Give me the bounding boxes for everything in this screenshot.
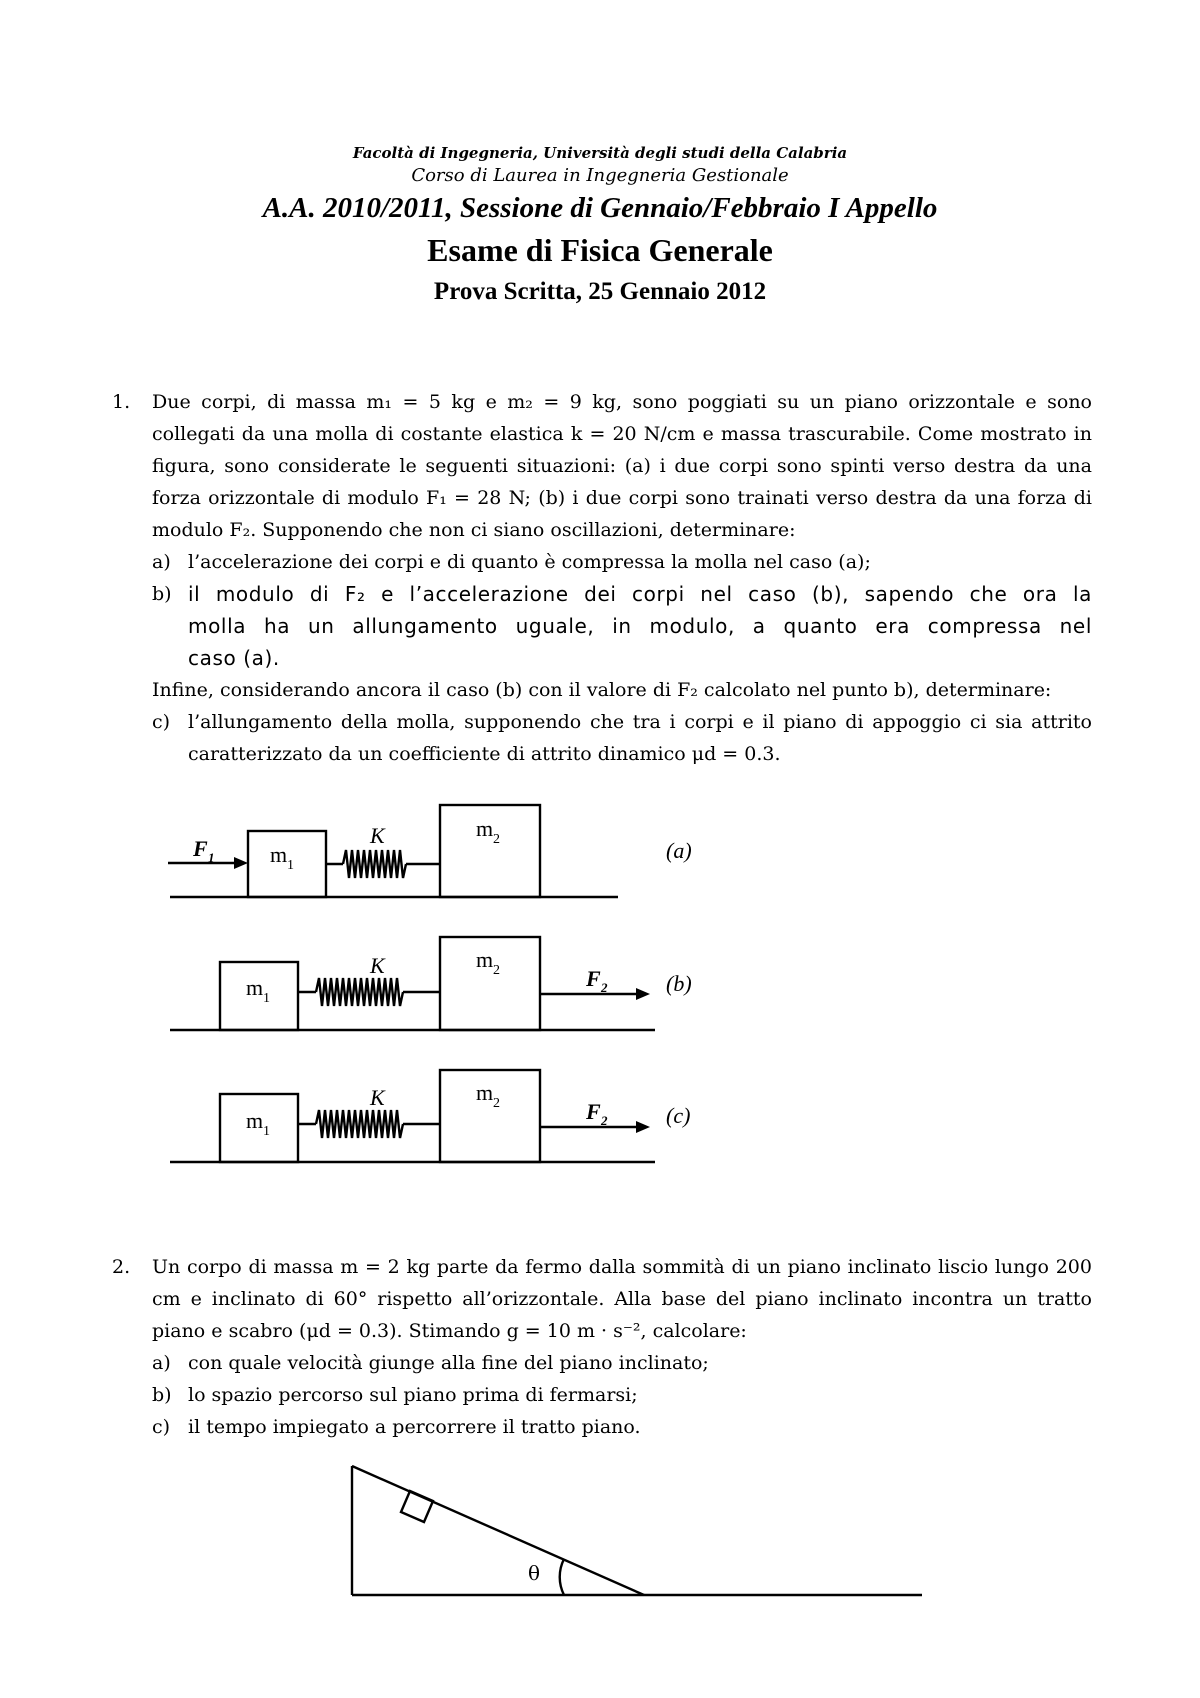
part-a-text: l’accelerazione dei corpi e di quanto è compressa la molla nel caso (a); xyxy=(188,551,871,573)
p2-part-a-label: a) xyxy=(152,1352,171,1374)
part-a-label: a) xyxy=(152,551,171,573)
problem-1-line: forza orizzontale di modulo F₁ = 28 N; (b) i due corpi sono trainati verso destra da una forza di xyxy=(152,487,1092,509)
part-c-line: caratterizzato da un coefficiente di attrito dinamico μd = 0.3. xyxy=(188,743,781,765)
p2-part-c-text: il tempo impiegato a percorrere il tratto piano. xyxy=(188,1416,641,1438)
label-case-c: (c) xyxy=(666,1103,691,1128)
problem-1-line: figura, sono considerate le seguenti situazioni: (a) i due corpi sono spinti verso destra da una xyxy=(152,455,1092,477)
label-k-b: K xyxy=(370,953,385,978)
exam-date: Prova Scritta, 25 Gennaio 2012 xyxy=(433,278,767,305)
label-f2-b: F xyxy=(586,966,601,991)
label-m2-c: m xyxy=(476,1080,494,1105)
part-b-line: caso (a). xyxy=(188,646,280,670)
label-m1-a: m xyxy=(270,842,288,867)
angle-label: θ xyxy=(528,1561,541,1585)
label-m1-sub-c: 1 xyxy=(263,1124,270,1139)
problem-1-line: Due corpi, di massa m₁ = 5 kg e m₂ = 9 kg, sono poggiati su un piano orizzontale e sono xyxy=(152,391,1092,413)
problem-2-number: 2. xyxy=(112,1256,131,1278)
exam-title: Esame di Fisica Generale xyxy=(427,232,773,268)
incline-slope xyxy=(352,1466,644,1595)
label-m1-sub-a: 1 xyxy=(287,858,294,873)
p2-part-c-label: c) xyxy=(152,1416,171,1438)
part-c-line: l’allungamento della molla, supponendo che tra i corpi e il piano di appoggio ci sia attrito xyxy=(188,711,1092,733)
angle-arc xyxy=(560,1559,564,1595)
label-m2-a: m xyxy=(476,816,494,841)
problem-1-number: 1. xyxy=(112,391,131,413)
part-c-label: c) xyxy=(152,711,171,733)
label-f1: F xyxy=(193,836,208,861)
label-case-a: (a) xyxy=(666,838,692,863)
label-m2-sub-b: 2 xyxy=(493,963,500,978)
label-m2-sub-c: 2 xyxy=(493,1096,500,1111)
problem-2-line: piano e scabro (μd = 0.3). Stimando g = 10 m · s⁻², calcolare: xyxy=(152,1320,747,1342)
label-m1-sub-b: 1 xyxy=(263,991,270,1006)
label-m1-c: m xyxy=(246,1108,264,1133)
label-f2-sub-b: 2 xyxy=(601,980,608,995)
infine-line: Infine, considerando ancora il caso (b) con il valore di F₂ calcolato nel punto b), determinare: xyxy=(152,679,1052,701)
label-m2-b: m xyxy=(476,947,494,972)
label-f2-sub-c: 2 xyxy=(601,1113,608,1128)
part-b-label: b) xyxy=(152,583,172,605)
problem-2-line: Un corpo di massa m = 2 kg parte da fermo dalla sommità di un piano inclinato liscio lungo 200 xyxy=(152,1256,1092,1278)
problem-1-line: modulo F₂. Supponendo che non ci siano oscillazioni, determinare: xyxy=(152,519,796,541)
label-m2-sub-a: 2 xyxy=(493,832,500,847)
session-line: A.A. 2010/2011, Sessione di Gennaio/Febbraio I Appello xyxy=(262,192,938,224)
label-k-c: K xyxy=(370,1085,385,1110)
p2-part-b-text: lo spazio percorso sul piano prima di fermarsi; xyxy=(188,1384,638,1406)
part-b-line: il modulo di F₂ e l’accelerazione dei corpi nel caso (b), sapendo che ora la xyxy=(188,582,1092,606)
label-case-b: (b) xyxy=(666,971,692,996)
problem-2-line: cm e inclinato di 60° rispetto all’orizzontale. Alla base del piano inclinato incontra un tratto xyxy=(152,1288,1092,1310)
label-f2-c: F xyxy=(586,1099,601,1124)
p2-part-a-text: con quale velocità giunge alla fine del piano inclinato; xyxy=(188,1352,709,1374)
label-f1-sub: 1 xyxy=(208,850,215,865)
p2-part-b-label: b) xyxy=(152,1384,172,1406)
problem-1-line: collegati da una molla di costante elastica k = 20 N/cm e massa trascurabile. Come mostrato in xyxy=(152,423,1092,445)
label-m1-b: m xyxy=(246,975,264,1000)
course-line: Corso di Laurea in Ingegneria Gestionale xyxy=(411,165,789,186)
label-k-a: K xyxy=(370,823,385,848)
part-b-line: molla ha un allungamento uguale, in modulo, a quanto era compressa nel xyxy=(188,614,1092,638)
faculty-line: Facoltà di Ingegneria, Università degli studi della Calabria xyxy=(352,144,848,162)
